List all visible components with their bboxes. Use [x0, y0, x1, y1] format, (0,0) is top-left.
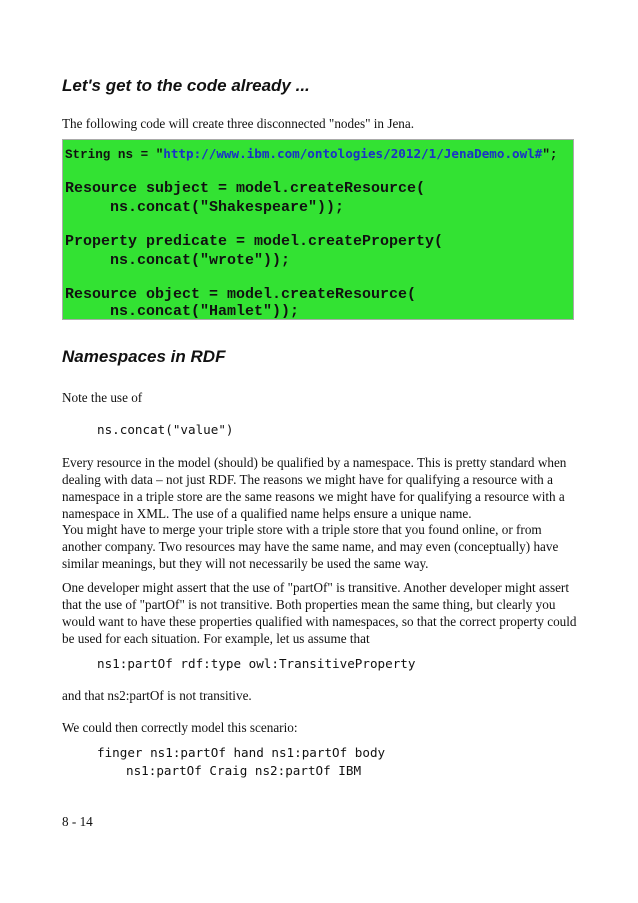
- code-line-1-prefix: String ns = ": [65, 148, 164, 162]
- namespace-url: http://www.ibm.com/ontologies/2012/1/JenaDemo.owl#: [163, 146, 543, 161]
- section-heading-code: Let's get to the code already ...: [62, 76, 310, 95]
- paragraph-not-transitive: and that ns2:partOf is not transitive.: [62, 688, 252, 703]
- note-paragraph: Note the use of: [62, 390, 143, 405]
- code-snippet-model-line-2: ns1:partOf Craig ns2:partOf IBM: [126, 763, 362, 778]
- intro-paragraph: The following code will create three disconnected "nodes" in Jena.: [62, 116, 415, 131]
- code-snippet-concat: ns.concat("value"): [97, 422, 234, 437]
- code-line-4: Property predicate = model.createProperty(: [65, 233, 444, 250]
- paragraph-namespaces: Every resource in the model (should) be qualified by a namespace. This is pretty standard when dealing with data – not just RDF. The reasons we might have for qualifying a resource with a namespace in a triple store are the same reasons we might have for qualifying a resource with a namespace in XML. The use of a qualified name helps ensure a unique name.: [62, 455, 567, 521]
- code-line-2: Resource subject = model.createResource(: [65, 180, 426, 197]
- code-snippet-transitive: ns1:partOf rdf:type owl:TransitiveProperty: [97, 656, 416, 671]
- code-line-6: Resource object = model.createResource(: [65, 286, 417, 303]
- section-heading-namespaces: Namespaces in RDF: [62, 347, 226, 366]
- page-number: 8 - 14: [62, 814, 93, 829]
- paragraph-partof: One developer might assert that the use of "partOf" is transitive. Another developer might assert that the use of "partOf" is not transitive. Both properties mean the same thing, but clearly you would want to have these properties qualified with namespaces, so that the correct property could be used for each situation. For example, let us assume that: [62, 580, 577, 646]
- code-line-5: ns.concat("wrote"));: [65, 252, 291, 269]
- paragraph-scenario: We could then correctly model this scenario:: [62, 720, 298, 735]
- code-line-7: ns.concat("Hamlet"));: [65, 303, 300, 320]
- paragraph-merge: You might have to merge your triple store with a triple store that you found online, or from another company. Two resources may have the same name, and may even (conceptually) have similar meanings, but they will not necessarily be used the same way.: [62, 522, 559, 571]
- code-line-3: ns.concat("Shakespeare"));: [65, 199, 345, 216]
- code-line-1: [65, 146, 557, 162]
- code-snippet-model-line-1: finger ns1:partOf hand ns1:partOf body: [97, 745, 386, 760]
- code-line-1-suffix: ";: [542, 148, 558, 162]
- code-block: [62, 139, 574, 320]
